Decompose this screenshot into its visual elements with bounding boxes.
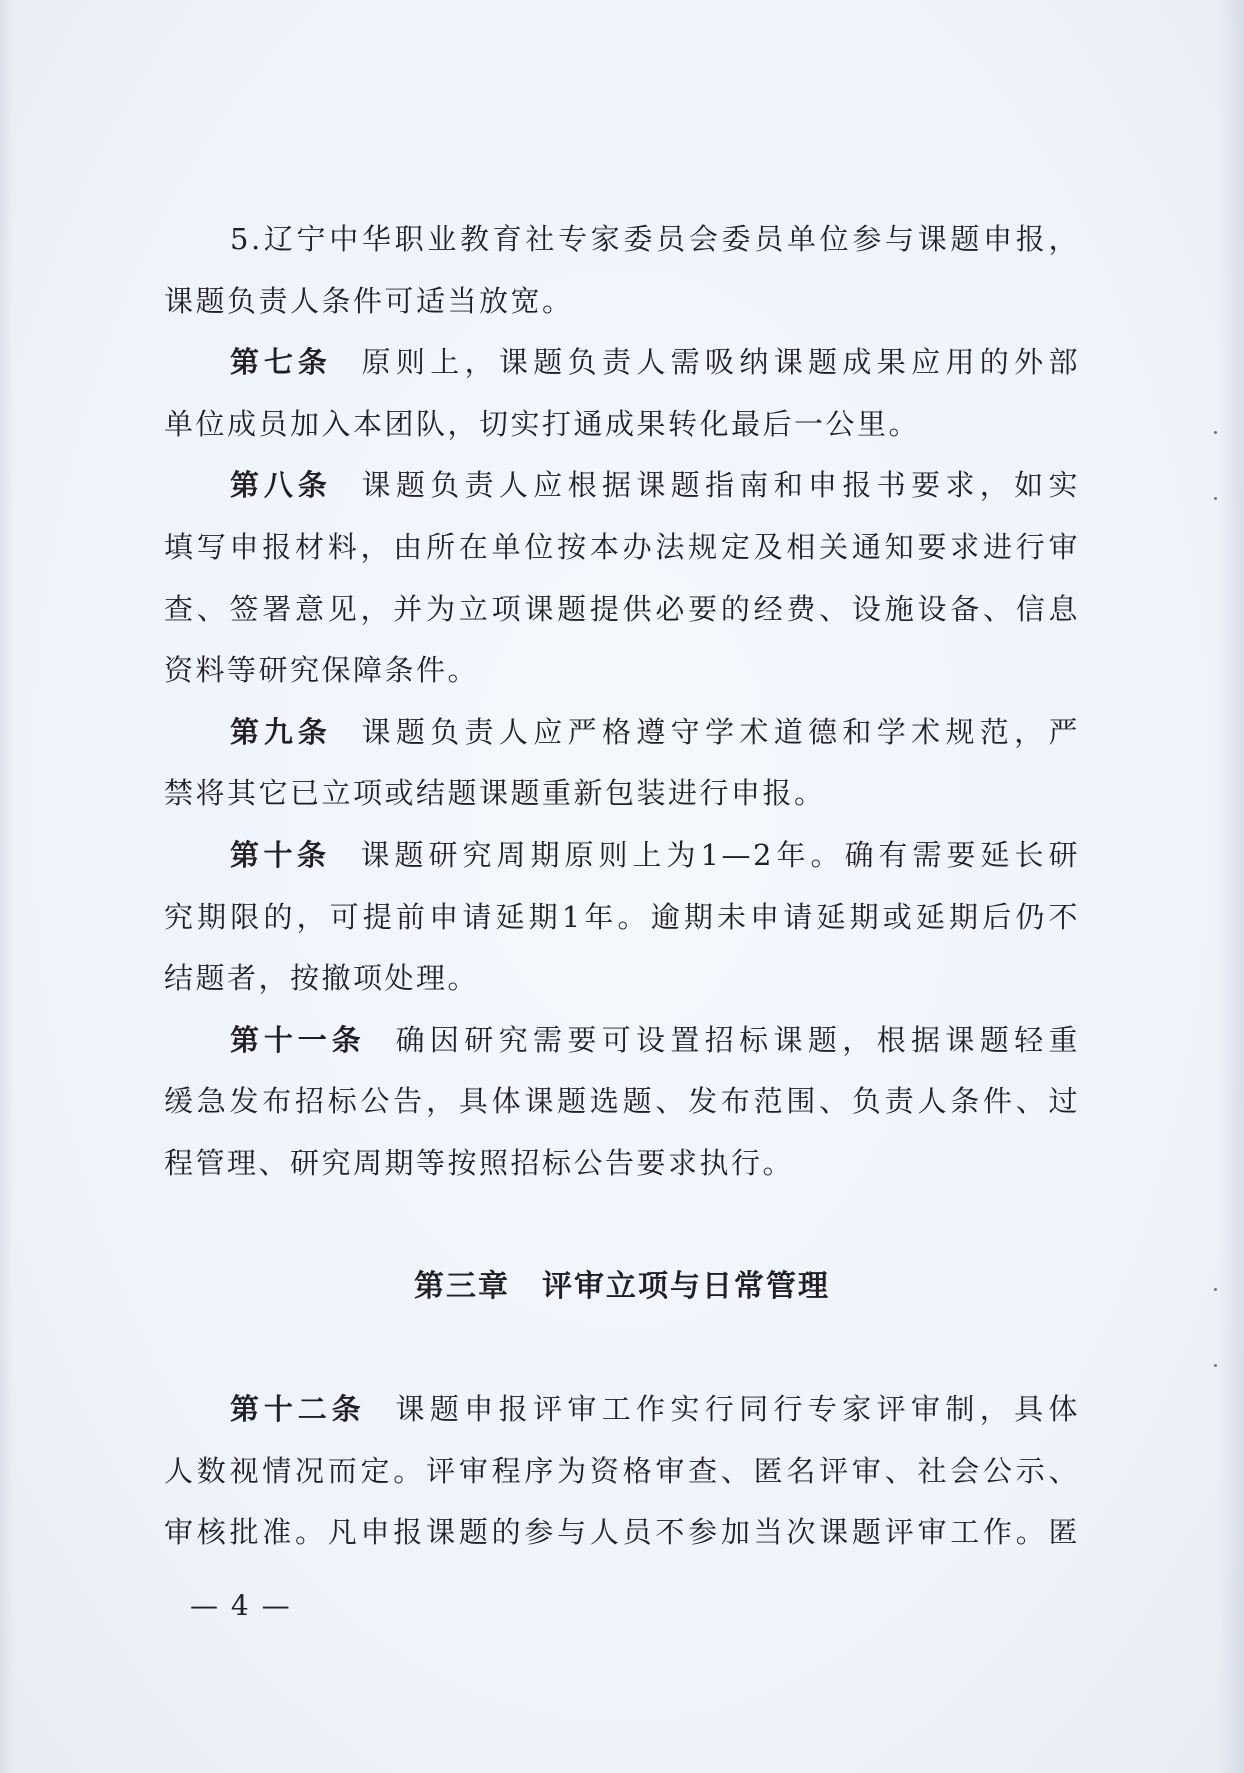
article-label: 第十二条 — [230, 1392, 366, 1427]
article-text: 单位成员加入本团队，切实打通成果转化最后一公里。 — [164, 406, 921, 441]
scan-speck — [1214, 1364, 1217, 1367]
blank-line — [164, 1195, 1080, 1257]
scan-edge-left — [0, 0, 14, 1773]
article-text: 课题申报评审工作实行同行专家评审制，具体 — [395, 1392, 1080, 1427]
list-paragraph — [164, 209, 1080, 332]
article-text: 填写申报材料，由所在单位按本办法规定及相关通知要求进行审 — [164, 529, 1080, 564]
article-text: 审核批准。凡申报课题的参与人员不参加当次课题评审工作。匿 — [164, 1515, 1080, 1550]
article-paragraph — [164, 455, 1080, 701]
text-line — [164, 579, 1080, 641]
page-number: — 4 — — [190, 1589, 292, 1622]
text-line — [164, 1071, 1080, 1133]
article-paragraph — [164, 1010, 1080, 1195]
article-paragraph — [164, 1379, 1080, 1564]
chapter-heading: 第三章 评审立项与日常管理 — [414, 1269, 830, 1305]
paragraph-text: 5.辽宁中华职业教育社专家委员会委员单位参与课题申报， — [230, 222, 1080, 256]
text-line — [164, 209, 1080, 271]
article-text: 人数视情况而定。评审程序为资格审查、匿名评审、社会公示、 — [164, 1453, 1080, 1488]
paragraph-text: 课题负责人条件可适当放宽。 — [164, 283, 574, 318]
article-text: 究期限的，可提前申请延期1年。逾期未申请延期或延期后仍不 — [164, 899, 1080, 934]
text-line — [164, 1441, 1080, 1503]
article-label: 第七条 — [230, 345, 332, 380]
text-line — [164, 702, 1080, 764]
text-line — [164, 1133, 1080, 1195]
article-text: 确因研究需要可设置招标课题，根据课题轻重 — [395, 1022, 1080, 1057]
text-line — [164, 517, 1080, 579]
article-label: 第八条 — [230, 468, 332, 503]
article-text: 课题负责人应严格遵守学术道德和学术规范，严 — [361, 714, 1080, 749]
article-text: 程管理、研究周期等按照招标公告要求执行。 — [164, 1145, 795, 1180]
text-line — [164, 332, 1080, 394]
article-label: 第十条 — [230, 837, 331, 872]
text-line — [164, 271, 1080, 333]
text-line — [164, 763, 1080, 825]
text-line — [164, 394, 1080, 456]
scan-speck — [1214, 431, 1217, 434]
scan-speck — [1214, 497, 1217, 500]
article-text: 缓急发布招标公告，具体课题选题、发布范围、负责人条件、过 — [164, 1084, 1080, 1119]
text-line — [164, 948, 1080, 1010]
text-line — [164, 887, 1080, 949]
text-line — [164, 1379, 1080, 1441]
text-line — [164, 640, 1080, 702]
article-label: 第九条 — [230, 714, 332, 749]
article-paragraph — [164, 702, 1080, 825]
blank-line — [164, 1318, 1080, 1380]
text-line — [164, 455, 1080, 517]
article-label: 第十一条 — [230, 1022, 366, 1057]
article-text: 结题者，按撤项处理。 — [164, 961, 480, 996]
article-paragraph — [164, 332, 1080, 455]
article-text: 原则上，课题负责人需吸纳课题成果应用的外部 — [361, 345, 1080, 380]
document-body — [164, 209, 1080, 1564]
article-text: 课题负责人应根据课题指南和申报书要求，如实 — [361, 468, 1080, 503]
scan-edge-right — [1218, 0, 1244, 1773]
article-paragraph — [164, 825, 1080, 1010]
scan-speck — [1214, 1288, 1217, 1291]
article-text: 课题研究周期原则上为1—2年。确有需要延长研 — [360, 837, 1080, 872]
text-line — [164, 1502, 1080, 1564]
text-line — [164, 825, 1080, 887]
article-text: 禁将其它已立项或结题课题重新包装进行申报。 — [164, 776, 826, 811]
article-text: 查、签署意见，并为立项课题提供必要的经费、设施设备、信息 — [164, 591, 1080, 626]
text-line — [164, 1010, 1080, 1072]
article-text: 资料等研究保障条件。 — [164, 653, 480, 688]
